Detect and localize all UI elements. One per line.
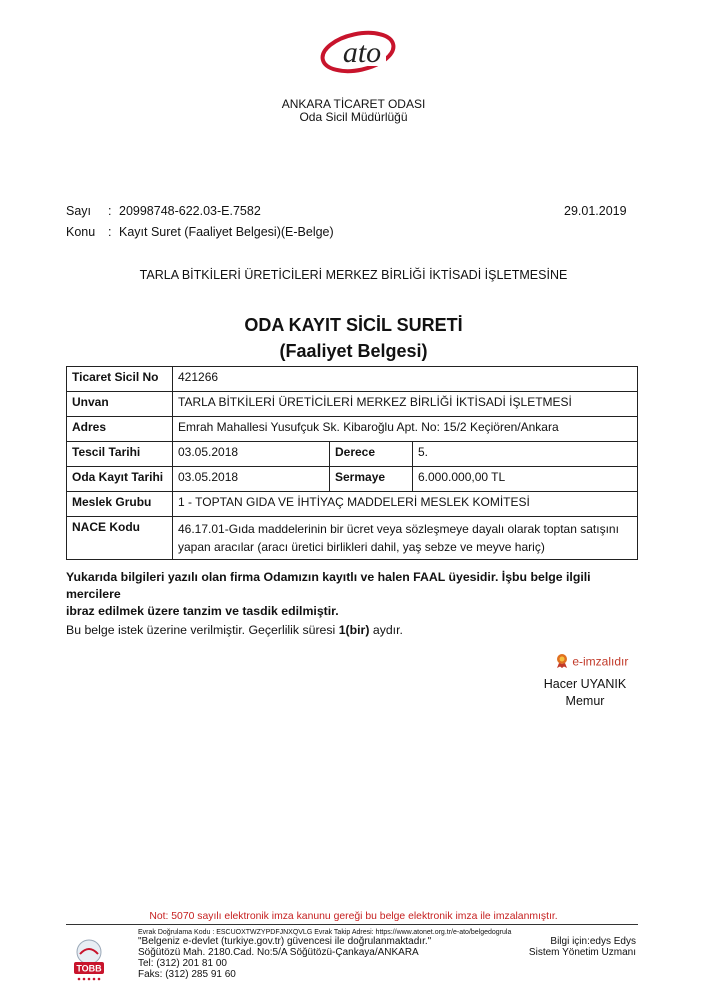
konu-value: Kayıt Suret (Faaliyet Belgesi)(E-Belge): [119, 225, 334, 239]
nace-kodu-label: NACE Kodu: [67, 517, 173, 560]
signer-role: Memur: [565, 694, 605, 708]
addressee: TARLA BİTKİLERİ ÜRETİCİLERİ MERKEZ BİRLİĞİ İKTİSADİ İŞLETMESİNE: [139, 268, 568, 282]
sayi-label: Sayı: [66, 204, 92, 218]
org-department: Oda Sicil Müdürlüğü: [299, 110, 408, 124]
registry-table: [66, 366, 638, 560]
esignature-label: e-imzalıdır: [572, 654, 629, 669]
table-row: [67, 492, 638, 517]
tobb-text: TOBB: [76, 963, 102, 974]
validity-prefix: Bu belge istek üzerine verilmiştir. Geçerlilik süresi: [66, 623, 339, 637]
verification-code: Evrak Doğrulama Kodu : ESCUOXTWZYPDFJNXQVLG Evrak Takip Adresi: https://www.atonet.org.tr/e-ato/belgedogrula: [138, 929, 512, 936]
konu-colon: :: [108, 225, 112, 239]
tescil-tarihi-value: 03.05.2018: [173, 442, 330, 467]
oda-kayit-tarihi-label: Oda Kayıt Tarihi: [67, 467, 173, 492]
footer-divider: [66, 924, 638, 925]
table-row: [67, 517, 638, 560]
validity-period: 1(bir): [338, 623, 370, 637]
org-name: ANKARA TİCARET ODASI: [281, 97, 426, 111]
document-date: 29.01.2019: [564, 204, 627, 218]
contact-role: Sistem Yönetim Uzmanı: [528, 947, 636, 958]
table-row: [67, 467, 638, 492]
ribbon-icon: [555, 653, 569, 672]
edevlet-note: "Belgeniz e-devlet (turkiye.gov.tr) güvencesi ile doğrulanmaktadır.": [138, 936, 432, 947]
oda-kayit-tarihi-value: 03.05.2018: [173, 467, 330, 492]
derece-value: 5.: [413, 442, 638, 467]
office-fax: Faks: (312) 285 91 60: [138, 969, 236, 980]
table-row: [67, 392, 638, 417]
office-address: Söğütözü Mah. 2180.Cad. No:5/A Söğütözü-Çankaya/ANKARA: [138, 947, 419, 958]
sermaye-label: Sermaye: [330, 467, 413, 492]
konu-row: [66, 225, 466, 241]
table-row: [67, 417, 638, 442]
statement-line-1: Yukarıda bilgileri yazılı olan firma Odamızın kayıtlı ve halen FAAL üyesidir. İşbu belge ilgili mercilere: [66, 570, 591, 601]
document-title: ODA KAYIT SİCİL SURETİ: [244, 315, 463, 335]
adres-value: Emrah Mahallesi Yusufçuk Sk. Kibaroğlu Apt. No: 15/2 Keçiören/Ankara: [173, 417, 638, 442]
legal-note: Not: 5070 sayılı elektronik imza kanunu gereği bu belge elektronik imza ile imzalanmıştır.: [149, 911, 558, 922]
sermaye-value: 6.000.000,00 TL: [413, 467, 638, 492]
statement-line-2: ibraz edilmek üzere tanzim ve tasdik edilmiştir.: [66, 604, 339, 618]
meslek-grubu-label: Meslek Grubu: [67, 492, 173, 517]
unvan-label: Unvan: [67, 392, 173, 417]
konu-label: Konu: [66, 225, 96, 239]
tescil-tarihi-label: Tescil Tarihi: [67, 442, 173, 467]
adres-label: Adres: [67, 417, 173, 442]
meslek-grubu-value: 1 - TOPTAN GIDA VE İHTİYAÇ MADDELERİ MESLEK KOMİTESİ: [173, 492, 638, 517]
nace-kodu-value: 46.17.01-Gıda maddelerinin bir ücret veya sözleşmeye dayalı olarak toptan satışını yapan aracılar (aracı üretici birlikleri dahil, yaş sebze ve meyve hariç): [173, 517, 638, 560]
table-row: [67, 367, 638, 392]
validity-note: [66, 622, 644, 639]
contact-info: Bilgi için:edys Edys: [550, 936, 636, 947]
sayi-row: [66, 204, 366, 220]
document-subtitle: (Faaliyet Belgesi): [279, 341, 428, 361]
derece-label: Derece: [330, 442, 413, 467]
ticaret-sicil-value: 421266: [173, 367, 638, 392]
office-phone: Tel: (312) 201 81 00: [138, 958, 227, 969]
logo-text: ato: [342, 36, 382, 69]
esignature-badge: [555, 653, 628, 672]
ato-logo: [316, 24, 400, 76]
validity-suffix: aydır.: [369, 623, 403, 637]
sayi-value: 20998748-622.03-E.7582: [119, 204, 261, 218]
membership-statement: [66, 569, 644, 620]
unvan-value: TARLA BİTKİLERİ ÜRETİCİLERİ MERKEZ BİRLİĞİ İKTİSADİ İŞLETMESİ: [173, 392, 638, 417]
ticaret-sicil-label: Ticaret Sicil No: [67, 367, 173, 392]
signer-name: Hacer UYANIK: [543, 677, 627, 691]
tobb-logo: [66, 936, 112, 984]
sayi-colon: :: [108, 204, 112, 218]
table-row: [67, 442, 638, 467]
